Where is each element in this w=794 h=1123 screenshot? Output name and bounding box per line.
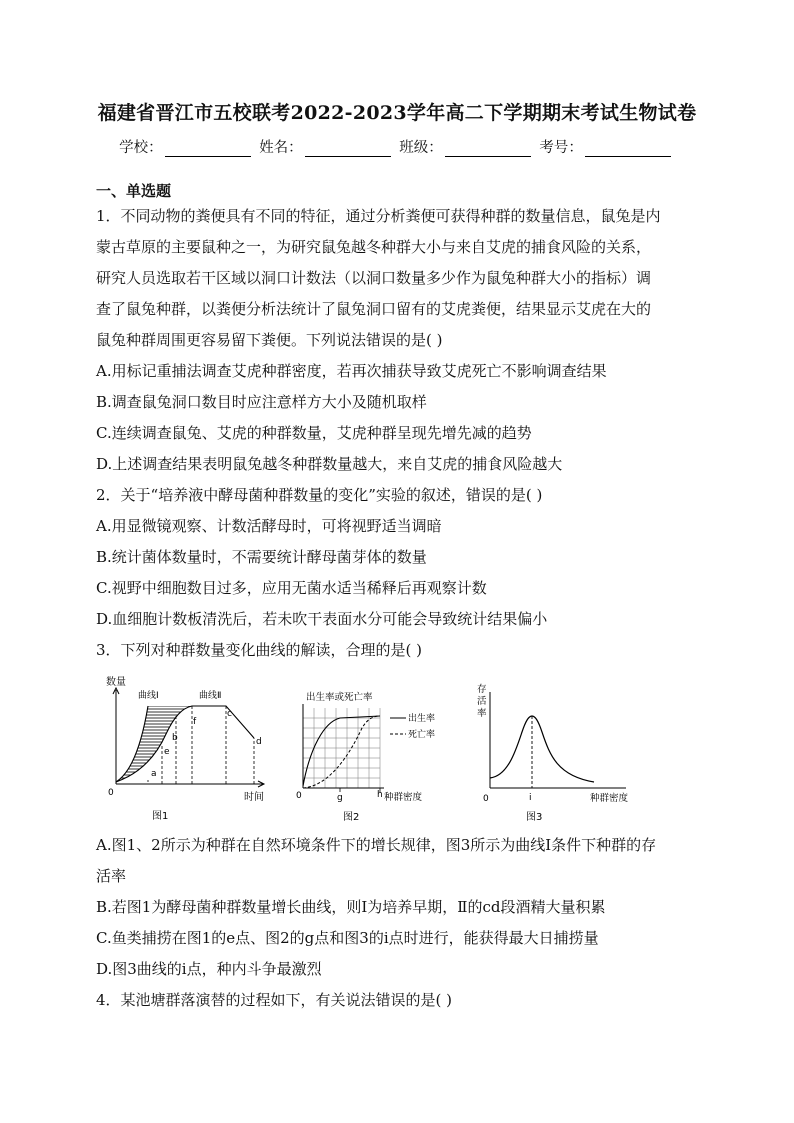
- q3-option-a-cont: 活率: [96, 867, 127, 885]
- page-title: 福建省晋江市五校联考2022-2023学年高二下学期期末考试生物试卷: [97, 102, 697, 124]
- q2-option-b: B.统计菌体数量时，不需要统计酵母菌芽体的数量: [96, 548, 427, 566]
- section-heading: 一、单选题: [96, 182, 172, 200]
- fig2-legend-death: 死亡率: [408, 730, 436, 740]
- fig1-xlabel: 时间: [244, 792, 264, 803]
- fig2-title: 出生率或死亡率: [306, 692, 373, 703]
- school-label: 学校：: [119, 140, 163, 156]
- fig3-survival-curve: [490, 716, 594, 782]
- fig2-origin: 0: [296, 791, 302, 801]
- fig1-point-b: b: [172, 733, 178, 743]
- q3-option-a: A.图1、2所示为种群在自然环境条件下的增长规律，图3所示为曲线Ⅰ条件下种群的存: [96, 836, 657, 854]
- fig3-tick-i: i: [529, 793, 532, 803]
- q2-option-c: C.视野中细胞数目过多，应用无菌水适当稀释后再观察计数: [96, 579, 487, 597]
- fig2-xlabel: 种群密度: [384, 792, 423, 803]
- q1-line: 1．不同动物的粪便具有不同的特征，通过分析粪便可获得种群的数量信息，鼠兔是内: [96, 207, 661, 225]
- fig1-curve-2: [116, 706, 254, 782]
- fig1-curve2-label: 曲线Ⅱ: [199, 691, 222, 701]
- fig1-point-f: f: [193, 717, 197, 727]
- fig1-curve1-label: 曲线Ⅰ: [138, 691, 159, 701]
- fig3-caption: 图3: [526, 812, 543, 823]
- q3-option-b: B.若图1为酵母菌种群数量增长曲线，则Ⅰ为培养早期，Ⅱ的cd段酒精大量积累: [96, 898, 606, 916]
- fig2-birth-rate-curve: [303, 716, 380, 786]
- fig3-xlabel: 种群密度: [590, 793, 629, 804]
- school-blank: [165, 142, 251, 157]
- figure-1: [102, 672, 274, 826]
- q1-line: 查了鼠兔种群，以粪便分析法统计了鼠兔洞口留有的艾虎粪便，结果显示艾虎在大的: [96, 300, 652, 318]
- fig1-point-d: d: [256, 737, 262, 747]
- q2-option-d: D.血细胞计数板清洗后，若未吹干表面水分可能会导致统计结果偏小: [96, 610, 548, 628]
- q1-line: 研究人员选取若干区域以洞口计数法（以洞口数量多少作为鼠兔种群大小的指标）调: [96, 269, 652, 287]
- name-blank: [305, 142, 391, 157]
- fig2-death-rate-curve: [303, 716, 380, 788]
- q1-option-a: A.用标记重捕法调查艾虎种群密度，若再次捕获导致艾虎死亡不影响调查结果: [96, 362, 607, 380]
- q3-option-c: C.鱼类捕捞在图1的e点、图2的g点和图3的i点时进行，能获得最大日捕捞量: [96, 929, 599, 947]
- q1-line: 蒙古草原的主要鼠种之一，为研究鼠兔越冬种群大小与来自艾虎的捕食风险的关系，: [96, 238, 652, 256]
- fig2-legend-birth: 出生率: [408, 714, 436, 724]
- fig2-tick-g: g: [337, 793, 343, 803]
- fig1-ylabel: 数量: [106, 677, 126, 688]
- fig2-caption: 图2: [343, 812, 360, 823]
- number-label: 考号：: [539, 140, 583, 156]
- q1-option-c: C.连续调查鼠兔、艾虎的种群数量，艾虎种群呈现先增先减的趋势: [96, 424, 532, 442]
- fig1-point-a: a: [151, 769, 157, 779]
- student-info: [0, 136, 794, 157]
- fig1-point-e: e: [164, 747, 170, 757]
- q3-stem: 3．下列对种群数量变化曲线的解读，合理的是( ): [96, 641, 423, 659]
- fig2-tick-h: h: [377, 790, 383, 800]
- fig1-caption: 图1: [152, 811, 169, 822]
- fig3-ylabel: 存: [477, 684, 487, 695]
- number-blank: [585, 142, 671, 157]
- q2-option-a: A.用显微镜观察、计数活酵母时，可将视野适当调暗: [96, 517, 442, 535]
- q1-option-b: B.调查鼠兔洞口数目时应注意样方大小及随机取样: [96, 393, 427, 411]
- q2-stem: 2．关于“培养液中酵母菌种群数量的变化”实验的叙述，错误的是( ): [96, 486, 543, 504]
- figure-2: [288, 688, 458, 828]
- name-label: 姓名：: [259, 140, 303, 156]
- q1-option-d: D.上述调查结果表明鼠兔越冬种群数量越大，来自艾虎的捕食风险越大: [96, 455, 563, 473]
- class-blank: [445, 142, 531, 157]
- fig3-origin: 0: [483, 794, 489, 804]
- q3-option-d: D.图3曲线的i点，种内斗争最激烈: [96, 960, 322, 978]
- figure-3: [474, 680, 644, 828]
- fig1-origin: 0: [108, 788, 114, 798]
- q1-line: 鼠兔种群周围更容易留下粪便。下列说法错误的是( ): [96, 331, 443, 349]
- fig3-ylabel: 活: [477, 696, 487, 707]
- fig1-point-c: c: [227, 709, 232, 719]
- fig3-ylabel: 率: [477, 708, 487, 719]
- class-label: 班级：: [399, 140, 443, 156]
- q4-stem: 4．某池塘群落演替的过程如下，有关说法错误的是( ): [96, 991, 453, 1009]
